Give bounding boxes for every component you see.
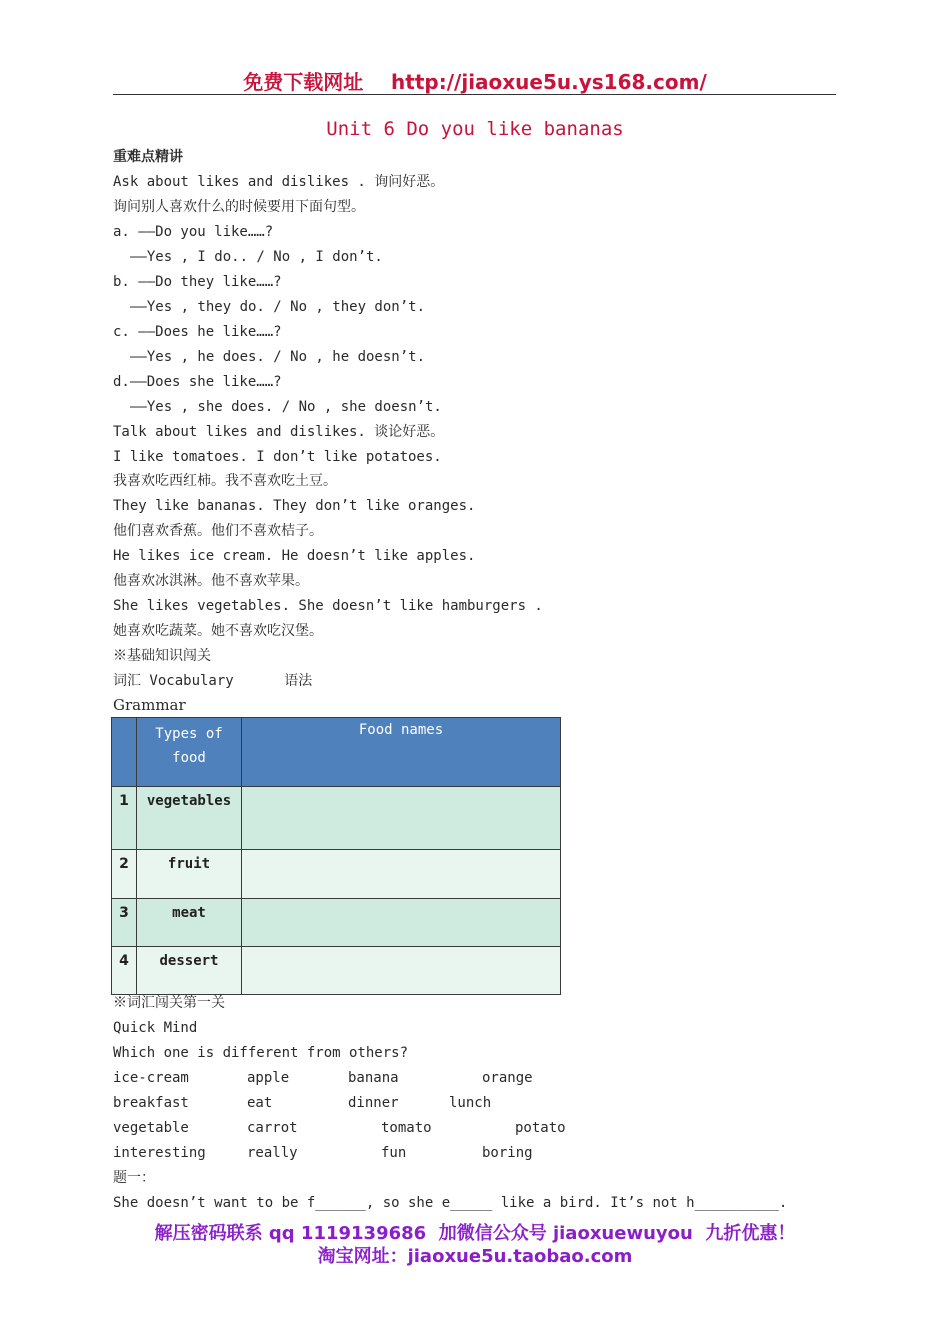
word-row-1-col-3: banana (348, 1070, 399, 1086)
food-type: fruit (137, 850, 242, 899)
food-type: dessert (137, 947, 242, 995)
page-title: Unit 6 Do you like bananas (326, 118, 624, 140)
word-row-1-col-4: orange (482, 1070, 533, 1086)
word-row-2-col-2: eat (247, 1095, 273, 1111)
pattern-d-answer: ——Yes , she does. / No , she doesn’t. (130, 399, 442, 415)
food-names-cell[interactable] (242, 850, 561, 899)
example-translation: 我喜欢吃西红柿。我不喜欢吃土豆。 (113, 473, 337, 489)
row-number: 3 (112, 899, 137, 947)
quick-mind-label: Quick Mind (113, 1020, 198, 1036)
section-heading-basics: ※基础知识闯关 (113, 648, 211, 664)
word-row-2-col-3: dinner (348, 1095, 399, 1111)
example-translation: 他喜欢冰淇淋。他不喜欢苹果。 (113, 573, 309, 589)
word-row-1-col-1: ice-cream (113, 1070, 189, 1086)
word-row-3-col-1: vegetable (113, 1120, 189, 1136)
pattern-d-question: d.——Does she like……? (113, 374, 282, 390)
pattern-a-answer: ——Yes , I do.. / No , I don’t. (130, 249, 383, 265)
table-row (112, 850, 561, 899)
pattern-c-answer: ——Yes , he does. / No , he doesn’t. (130, 349, 426, 365)
exercise-label: 题一： (113, 1170, 155, 1186)
table-row (112, 947, 561, 995)
food-type: vegetables (137, 787, 242, 850)
table-row (112, 899, 561, 947)
word-row-2-col-4: lunch (449, 1095, 492, 1111)
food-names-cell[interactable] (242, 787, 561, 850)
word-row-3-col-2: carrot (247, 1120, 298, 1136)
row-number: 4 (112, 947, 137, 995)
table-row (112, 787, 561, 850)
table-header-row (112, 718, 561, 787)
example-sentence: She likes vegetables. She doesn’t like hamburgers . (113, 598, 543, 614)
word-row-4-col-1: interesting (113, 1145, 206, 1161)
table-header-number (112, 718, 137, 787)
text-line: Ask about likes and dislikes . 询问好恶。 (113, 174, 445, 190)
word-row-3-col-3: tomato (381, 1120, 432, 1136)
footer-contact-line: 解压密码联系 qq 1119139686 加微信公众号 jiaoxuewuyou 九折优惠！ (154, 1223, 796, 1244)
text-line: Talk about likes and dislikes. 谈论好恶。 (113, 424, 445, 440)
example-sentence: He likes ice cream. He doesn’t like apples. (113, 548, 476, 564)
row-number: 2 (112, 850, 137, 899)
word-row-1-col-2: apple (247, 1070, 290, 1086)
word-row-4-col-3: fun (381, 1145, 407, 1161)
grammar-label: Grammar (113, 696, 186, 714)
table-header-food-names: Food names (242, 718, 561, 787)
example-sentence: They like bananas. They don’t like oranges. (113, 498, 476, 514)
pattern-c-question: c. ——Does he like……? (113, 324, 282, 340)
food-names-cell[interactable] (242, 899, 561, 947)
pattern-b-answer: ——Yes , they do. / No , they don’t. (130, 299, 426, 315)
quick-mind-instruction: Which one is different from others? (113, 1045, 409, 1061)
pattern-a-question: a. ——Do you like……? (113, 224, 274, 240)
row-number: 1 (112, 787, 137, 850)
word-row-4-col-4: boring (482, 1145, 533, 1161)
table-header-types-of-food: Types of food (137, 718, 242, 787)
section-heading-vocab-level-1: ※词汇闯关第一关 (113, 995, 225, 1011)
example-sentence: I like tomatoes. I don’t like potatoes. (113, 449, 442, 465)
pattern-b-question: b. ——Do they like……? (113, 274, 282, 290)
word-row-4-col-2: really (247, 1145, 298, 1161)
word-row-3-col-4: potato (515, 1120, 566, 1136)
footer-shop-link[interactable]: 淘宝网址：jiaoxue5u.taobao.com (317, 1246, 633, 1267)
food-type: meat (137, 899, 242, 947)
header-divider (113, 94, 836, 95)
header-download-link[interactable]: 免费下载网址 http://jiaoxue5u.ys168.com/ (243, 70, 707, 94)
exercise-sentence: She doesn’t want to be f______, so she e_____ like a bird. It’s not h__________. (113, 1195, 788, 1211)
section-heading-key-points: 重难点精讲 (113, 149, 183, 165)
example-translation: 她喜欢吃蔬菜。她不喜欢吃汉堡。 (113, 623, 323, 639)
word-row-2-col-1: breakfast (113, 1095, 189, 1111)
food-names-cell[interactable] (242, 947, 561, 995)
food-types-table (111, 717, 561, 995)
example-translation: 他们喜欢香蕉。他们不喜欢桔子。 (113, 523, 323, 539)
vocabulary-grammar-label: 词汇 Vocabulary 语法 (113, 673, 313, 689)
text-line: 询问别人喜欢什么的时候要用下面句型。 (113, 199, 365, 215)
